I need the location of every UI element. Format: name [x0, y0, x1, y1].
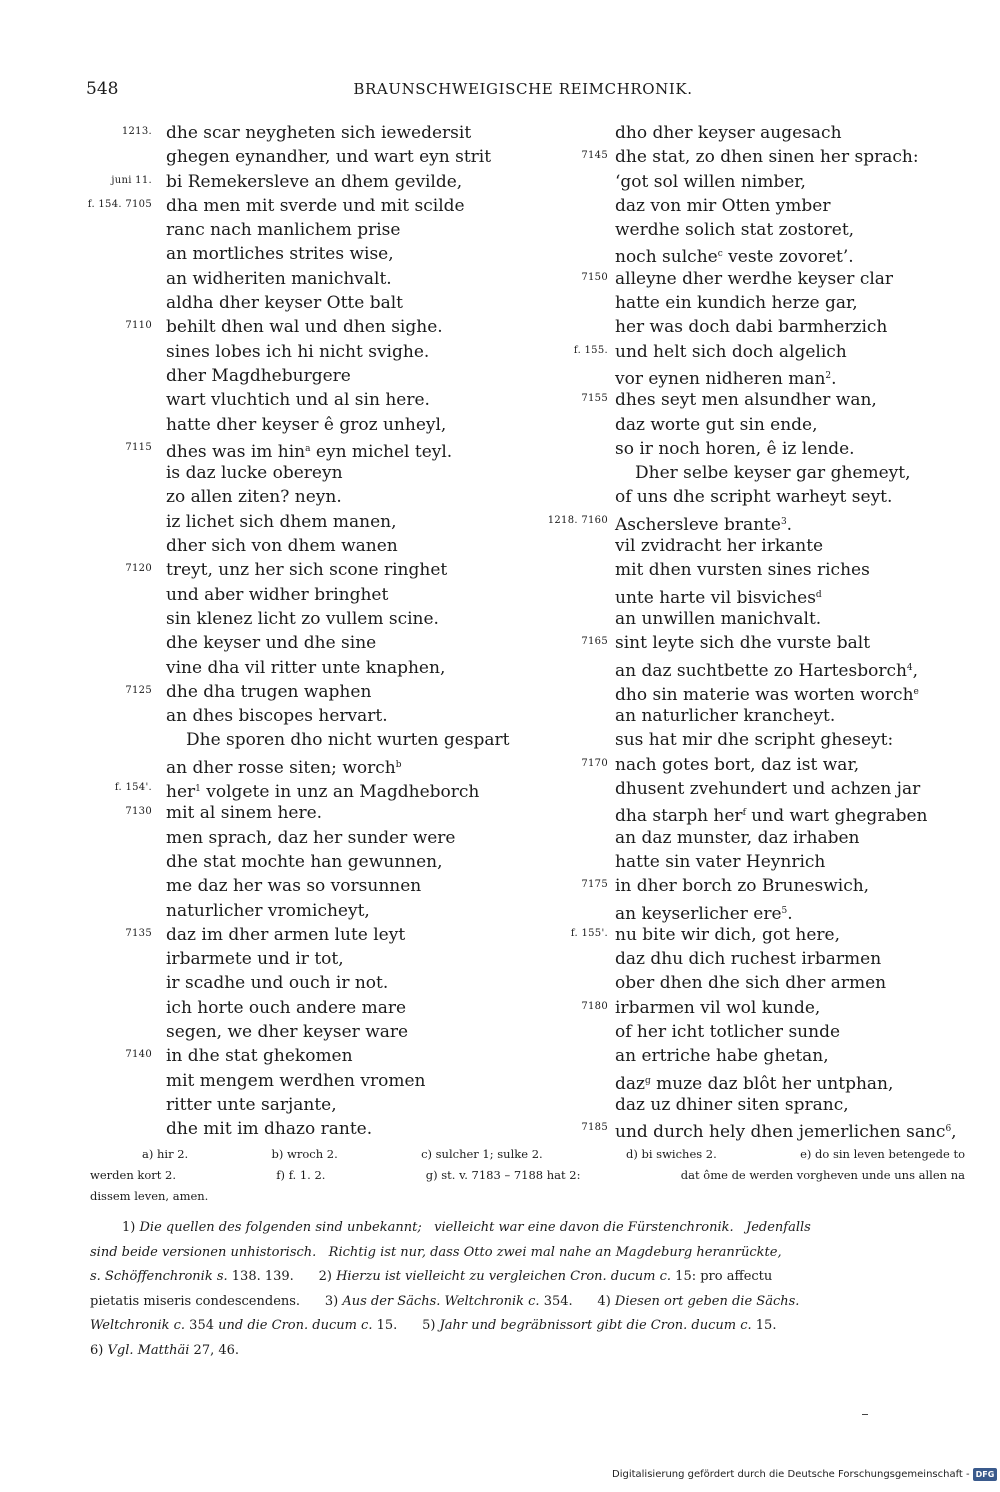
verse-text: ich horte ouch andere mare	[166, 997, 407, 1018]
variant-note: dat ôme de werden vorgheven unde uns allen na	[680, 1168, 965, 1182]
verse-text: aldha dher keyser Otte balt	[166, 293, 403, 314]
note-marker: 2	[825, 370, 832, 381]
verse-text: her was doch dabi barmherzich	[615, 317, 888, 338]
verse-line	[520, 437, 980, 461]
verse-line	[520, 607, 980, 631]
margin-note: f. 154. 7105	[87, 198, 152, 210]
verse-line	[520, 971, 980, 995]
page-header	[86, 79, 960, 103]
verse-line	[520, 996, 980, 1020]
verse-line	[520, 631, 980, 655]
note-marker: 5	[781, 905, 788, 916]
variant-notes-row-2	[90, 1165, 965, 1186]
margin-note: 7145	[581, 150, 608, 162]
verse-line	[520, 267, 980, 291]
margin-note: 7115	[125, 441, 152, 453]
note-marker: g	[644, 1075, 651, 1086]
verse-text: is daz lucke obereyn	[166, 463, 343, 484]
verse-text: noch sulche$^c$ veste zovoret’.	[615, 247, 854, 268]
verse-text: ir scadhe und ouch ir not.	[166, 973, 389, 994]
note-marker: c	[717, 249, 723, 260]
margin-note: 7180	[581, 1000, 608, 1012]
verse-text: bi Remekersleve an dhem gevilde,	[166, 171, 463, 192]
verse-line	[90, 170, 550, 194]
verse-line	[520, 485, 980, 509]
verse-text: dha men mit sverde und mit scilde	[166, 195, 465, 216]
variant-note: f) f. 1. 2.	[276, 1168, 326, 1182]
verse-text: ‘got sol willen nimber,	[615, 171, 806, 192]
verse-text: naturlicher vromicheyt,	[166, 900, 370, 921]
verse-text: ritter unte sarjante,	[166, 1094, 337, 1115]
verse-text: dhe keyser und dhe sine	[166, 633, 377, 654]
verse-text: werdhe solich stat zostoret,	[615, 220, 855, 241]
verse-text: an keyserlicher ere$^5$.	[615, 903, 793, 924]
verse-text: an dher rosse siten; worch$^b$	[166, 757, 402, 778]
verse-text: irbarmete und ir tot,	[166, 949, 344, 970]
verse-line	[90, 413, 550, 437]
verse-line	[90, 801, 550, 825]
verse-line	[520, 413, 980, 437]
verse-text: sus hat mir dhe scripht gheseyt:	[615, 730, 894, 751]
verse-text: irbarmen vil wol kunde,	[615, 997, 821, 1018]
verse-text: men sprach, daz her sunder were	[166, 827, 456, 848]
verse-line	[520, 340, 980, 364]
verse-line	[520, 801, 980, 825]
margin-note: 7135	[125, 927, 152, 939]
margin-note: 7130	[125, 806, 152, 818]
verse-text: mit al sinem here.	[166, 803, 323, 824]
verse-text: hatte ein kundich herze gar,	[615, 293, 858, 314]
verse-line	[90, 947, 550, 971]
margin-note: 7150	[581, 271, 608, 283]
margin-note: 7120	[125, 563, 152, 575]
margin-note: juni 11.	[111, 174, 152, 186]
stray-mark	[862, 1414, 868, 1415]
digitization-footer	[612, 1468, 997, 1481]
verse-line	[90, 899, 550, 923]
verse-text: dhe mit im dhazo rante.	[166, 1119, 373, 1140]
verse-text: iz lichet sich dhem manen,	[166, 511, 397, 532]
footnote-line	[90, 1265, 965, 1290]
verse-line	[520, 1020, 980, 1044]
verse-line	[520, 1117, 980, 1141]
verse-text: in dhe stat ghekomen	[166, 1046, 353, 1067]
verse-text: dho sin materie was worten worch$^e$	[615, 684, 919, 705]
verse-line	[90, 874, 550, 898]
verse-text: dhes seyt men alsundher wan,	[615, 390, 877, 411]
verse-text: nach gotes bort, daz ist war,	[615, 754, 860, 775]
verse-line	[90, 680, 550, 704]
verse-text: of her icht totlicher sunde	[615, 1021, 841, 1042]
verse-line	[90, 291, 550, 315]
verse-line	[520, 388, 980, 412]
verse-text: dhe stat, zo dhen sinen her sprach:	[615, 147, 919, 168]
verse-line	[90, 850, 550, 874]
verse-text: und durch hely dhen jemerlichen sanc$^6$,	[615, 1122, 957, 1143]
verse-line	[90, 534, 550, 558]
verse-text: hatte dher keyser ê groz unheyl,	[166, 414, 447, 435]
verse-text: dhe dha trugen waphen	[166, 681, 372, 702]
verse-line	[520, 777, 980, 801]
verse-text: sin klenez licht zo vullem scine.	[166, 608, 439, 629]
verse-text: an naturlicher krancheyt.	[615, 706, 836, 727]
verse-text: her$^1$ volgete in unz an Magdheborch	[166, 782, 480, 803]
verse-text: of uns dhe scripht warheyt seyt.	[615, 487, 893, 508]
verse-text: ghegen eynandher, und wart eyn strit	[166, 147, 492, 168]
variant-note: b) wroch 2.	[271, 1147, 338, 1161]
verse-text: dhes was im hin$^a$ eyn michel teyl.	[166, 441, 453, 462]
margin-note: 1218. 7160	[547, 514, 608, 526]
left-column	[87, 121, 550, 1141]
footnote-line	[90, 1339, 965, 1364]
margin-note: 1213.	[121, 126, 152, 137]
verse-text: daz von mir Otten ymber	[615, 195, 831, 216]
variant-note: a) hir 2.	[142, 1147, 189, 1161]
margin-note: 7125	[125, 684, 152, 696]
verse-text: in dher borch zo Bruneswich,	[615, 876, 870, 897]
verse-text: an unwillen manichvalt.	[615, 608, 822, 629]
page-number: 548	[86, 79, 119, 99]
verse-line	[520, 242, 980, 266]
verse-text: dho dher keyser augesach	[615, 123, 842, 143]
verse-line	[90, 218, 550, 242]
verse-line	[90, 777, 550, 801]
variant-note: g) st. v. 7183 – 7188 hat 2:	[425, 1168, 581, 1182]
margin-note: 7175	[581, 879, 608, 891]
verse-text: daz dhu dich ruchest irbarmen	[615, 949, 882, 970]
verse-text: an dhes biscopes hervart.	[166, 706, 388, 727]
verse-line	[520, 1093, 980, 1117]
verse-line	[520, 874, 980, 898]
verse-line	[520, 218, 980, 242]
verse-text: unte harte vil bisviches$^d$	[615, 587, 822, 608]
verse-line	[520, 826, 980, 850]
note-marker: 1	[195, 784, 201, 795]
verse-line	[90, 1117, 550, 1141]
verse-line	[90, 340, 550, 364]
verse-line	[90, 364, 550, 388]
margin-note: 7140	[125, 1049, 152, 1061]
verse-line	[520, 558, 980, 582]
verse-line	[90, 923, 550, 947]
verse-text: wart vluchtich und al sin here.	[166, 390, 430, 411]
footnote-text: pietatis miseris condescendens. 3) Aus der Sächs. Weltchronik c. 354. 4) Diesen ort geben die Sächs.	[90, 1293, 800, 1309]
verse-line	[520, 461, 980, 485]
verse-line	[90, 121, 550, 145]
verse-text: so ir noch horen, ê iz lende.	[615, 438, 855, 459]
verse-line	[520, 1044, 980, 1068]
verse-line	[87, 194, 550, 218]
verse-text: behilt dhen wal und dhen sighe.	[166, 317, 443, 338]
margin-note: 7165	[581, 636, 608, 648]
footnotes	[90, 1216, 965, 1363]
verse-line	[520, 364, 980, 388]
verse-line	[90, 971, 550, 995]
note-marker: d	[815, 589, 822, 600]
verse-text: daz$^g$ muze daz blôt her untphan,	[615, 1073, 894, 1094]
footnote-text: 1) Die quellen des folgenden sind unbekannt; vielleicht war eine davon die Fürstenchronik. Jedenfalls	[122, 1220, 811, 1235]
footnote-line	[90, 1241, 965, 1266]
verse-line	[520, 753, 980, 777]
variant-note: c) sulcher 1; sulke 2.	[421, 1147, 543, 1161]
verse-line	[520, 315, 980, 339]
verse-text: dhe scar neygheten sich iewedersit	[166, 123, 472, 143]
verse-line	[90, 704, 550, 728]
verse-line	[520, 170, 980, 194]
verse-line	[520, 121, 980, 145]
dfg-logo-icon: DFG	[973, 1468, 998, 1481]
verse-text: vine dha vil ritter unte knaphen,	[166, 657, 446, 678]
note-marker: 4	[906, 662, 913, 673]
variant-note: d) bi swiches 2.	[625, 1147, 717, 1161]
verse-line	[520, 704, 980, 728]
verse-line	[90, 656, 550, 680]
verse-text: dher Magdheburgere	[166, 365, 351, 386]
margin-note: 7110	[125, 320, 152, 332]
verse-text: dha starph her$^f$ und wart ghegraben	[615, 806, 928, 827]
verse-line	[90, 826, 550, 850]
note-marker: 3	[780, 516, 787, 527]
verse-text: an daz munster, daz irhaben	[615, 827, 860, 848]
verse-line	[90, 267, 550, 291]
verse-text: dhusent zvehundert und achzen jar	[615, 779, 921, 800]
running-title: BRAUNSCHWEIGISCHE REIMCHRONIK.	[353, 80, 693, 98]
verse-line	[90, 1044, 550, 1068]
verse-line	[520, 656, 980, 680]
verse-text: dher sich von dhem wanen	[166, 536, 398, 557]
footer-text: Digitalisierung gefördert durch die Deutsche Forschungsgemeinschaft -	[612, 1469, 970, 1480]
verse-line	[90, 728, 550, 752]
verse-line	[90, 1020, 550, 1044]
verse-text: an widheriten manichvalt.	[166, 268, 392, 289]
footnote-text: s. Schöffenchronik s. 138. 139. 2) Hierzu ist vielleicht zu vergleichen Cron. ducum c. 15: pro affectu	[90, 1269, 773, 1284]
verse-text: segen, we dher keyser ware	[166, 1021, 409, 1042]
verse-text: vor eynen nidheren man$^2$.	[615, 368, 837, 389]
verse-text: Dhe sporen dho nicht wurten gespart	[186, 730, 510, 751]
verse-text: ober dhen dhe sich dher armen	[615, 973, 887, 994]
verse-line	[90, 242, 550, 266]
verse-text: nu bite wir dich, got here,	[615, 924, 840, 945]
verse-text: an ertriche habe ghetan,	[615, 1046, 829, 1067]
verse-text: daz worte gut sin ende,	[615, 414, 818, 435]
verse-line	[90, 558, 550, 582]
verse-text: an daz suchtbette zo Hartesborch$^4$,	[615, 660, 919, 681]
verse-line	[520, 291, 980, 315]
variant-notes-row-3	[90, 1186, 965, 1207]
verse-line	[90, 388, 550, 412]
margin-note: 7155	[581, 393, 608, 405]
verse-text: Dher selbe keyser gar ghemeyt,	[635, 463, 911, 484]
verse-text: Aschersleve brante$^3$.	[615, 514, 793, 535]
margin-note: f. 154'.	[114, 782, 152, 794]
right-column	[520, 121, 980, 1141]
variant-note: werden kort 2.	[90, 1168, 177, 1182]
verse-text: zo allen ziten? neyn.	[166, 487, 342, 508]
note-marker: b	[395, 759, 402, 770]
verse-line	[90, 461, 550, 485]
verse-text: treyt, unz her sich scone ringhet	[166, 560, 448, 581]
footnote-text: sind beide versionen unhistorisch. Richtig ist nur, dass Otto zwei mal nahe an Magdeburg heranrückte,	[90, 1244, 782, 1260]
verse-line	[520, 194, 980, 218]
verse-line	[520, 145, 980, 169]
verse-line	[90, 996, 550, 1020]
verse-line	[520, 923, 980, 947]
verse-text: daz im dher armen lute leyt	[166, 924, 406, 945]
margin-note: 7170	[581, 757, 608, 769]
footnote-text: Weltchronik c. 354 und die Cron. ducum c. 15. 5) Jahr und begräbnissort gibt die Cron. ducum c. 15.	[90, 1318, 777, 1333]
verse-line	[90, 315, 550, 339]
margin-note: f. 155'.	[570, 927, 608, 939]
verse-text: an mortliches strites wise,	[166, 244, 394, 265]
verse-line	[90, 1093, 550, 1117]
verse-text: alleyne dher werdhe keyser clar	[615, 268, 894, 289]
verse-line	[90, 753, 550, 777]
verse-text: und helt sich doch algelich	[615, 341, 847, 362]
footnote-line	[90, 1290, 965, 1315]
verse-text: mit mengem werdhen vromen	[166, 1070, 426, 1091]
verse-text: ranc nach manlichem prise	[166, 220, 401, 241]
margin-note: 7185	[581, 1122, 608, 1134]
footnote-text: 6) Vgl. Matthäi 27, 46.	[90, 1342, 240, 1358]
variant-notes-row-1	[90, 1144, 965, 1165]
note-marker: f	[742, 808, 746, 819]
variant-note: dissem leven, amen.	[90, 1189, 209, 1203]
verse-line	[520, 728, 980, 752]
verse-line	[520, 680, 980, 704]
verse-text: dhe stat mochte han gewunnen,	[166, 851, 443, 872]
verse-text: und aber widher bringhet	[166, 584, 389, 605]
verse-line	[520, 850, 980, 874]
verse-line	[90, 1069, 550, 1093]
verse-line	[520, 899, 980, 923]
footnote-line	[90, 1314, 965, 1339]
verse-text: mit dhen vursten sines riches	[615, 560, 870, 581]
verse-line	[90, 607, 550, 631]
verse-text: hatte sin vater Heynrich	[615, 851, 826, 872]
verse-line	[520, 947, 980, 971]
verse-text: sines lobes ich hi nicht svighe.	[166, 341, 430, 362]
verse-text: daz uz dhiner siten spranc,	[615, 1094, 849, 1115]
verse-text: sint leyte sich dhe vurste balt	[615, 633, 871, 654]
verse-line	[520, 534, 980, 558]
variant-notes	[90, 1144, 965, 1207]
verse-line	[90, 437, 550, 461]
verse-line	[90, 145, 550, 169]
footnote-line	[90, 1216, 965, 1241]
note-marker: e	[913, 686, 919, 697]
verse-text: me daz her was so vorsunnen	[166, 876, 422, 897]
note-marker: 6	[945, 1124, 952, 1135]
verse-line	[90, 583, 550, 607]
verse-line	[520, 583, 980, 607]
verse-text: vil zvidracht her irkante	[615, 536, 824, 557]
margin-note: f. 155.	[573, 344, 608, 356]
verse-line	[90, 485, 550, 509]
verse-line	[90, 631, 550, 655]
verse-line	[520, 1069, 980, 1093]
variant-note: e) do sin leven betengede to	[800, 1147, 965, 1161]
verse-line	[90, 510, 550, 534]
note-marker: a	[305, 443, 311, 454]
verse-line	[520, 510, 980, 534]
